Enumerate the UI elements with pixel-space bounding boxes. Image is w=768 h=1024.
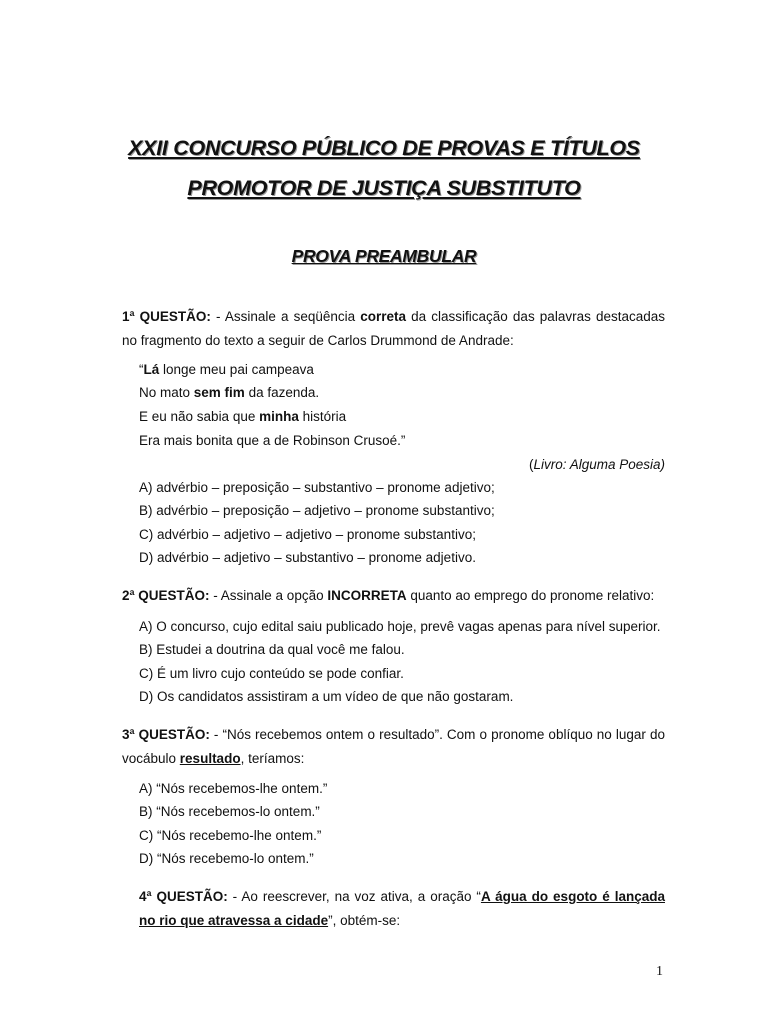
question-2-option-a: A) O concurso, cujo edital saiu publicado hoje, prevê vagas apenas para nível superior. [139, 619, 661, 634]
question-4-sentence: A água do esgoto é lançada no rio que atravessa a cidade [139, 889, 665, 928]
poem-quote-open: “ [139, 362, 144, 377]
question-1-label: 1ª QUESTÃO: [122, 309, 211, 324]
question-2-label: 2ª QUESTÃO: [122, 588, 210, 603]
poem-highlight-2: sem fim [193, 385, 245, 400]
question-1-emphasis: correta [360, 309, 407, 324]
question-2-option-d: D) Os candidatos assistiram a um vídeo de que não gostaram. [139, 689, 514, 704]
title-line-2: PROMOTOR DE JUSTIÇA SUBSTITUTO [187, 176, 581, 200]
poem-line-1 [139, 360, 314, 380]
question-1-option-a: A) advérbio – preposição – substantivo – pronome adjetivo; [139, 480, 495, 495]
question-1-text-a: - Assinale a seqüência [210, 309, 361, 324]
poem-line-4: Era mais bonita que a de Robinson Crusoé.” [139, 433, 406, 448]
question-1-prompt [122, 305, 665, 353]
question-3-option-b: B) “Nós recebemos-lo ontem.” [139, 804, 320, 819]
question-3-option-d: D) “Nós recebemo-lo ontem.” [139, 851, 314, 866]
question-3-label: 3ª QUESTÃO: [122, 727, 210, 742]
poem-source-text: Livro: Alguma Poesia) [533, 457, 665, 472]
page-number: 1 [656, 964, 663, 979]
poem-line-2 [139, 383, 319, 403]
question-2-emphasis: INCORRETA [327, 588, 407, 603]
title-line-1: XXII CONCURSO PÚBLICO DE PROVAS E TÍTULOS [128, 136, 640, 160]
question-4-text-a: - Ao reescrever, na voz ativa, a oração “ [227, 889, 481, 904]
question-1-option-d: D) advérbio – adjetivo – substantivo – pronome adjetivo. [139, 550, 476, 565]
question-4-label: 4ª QUESTÃO: [139, 889, 228, 904]
question-1-option-c: C) advérbio – adjetivo – adjetivo – pronome substantivo; [139, 527, 476, 542]
poem-highlight-1: Lá [143, 362, 160, 377]
question-2-option-b: B) Estudei a doutrina da qual você me falou. [139, 642, 405, 657]
poem-line-3-start: E eu não sabia que [139, 409, 260, 424]
poem-line-3 [139, 407, 346, 427]
question-3-text-b: , teríamos: [240, 751, 305, 766]
question-3-keyword: resultado [179, 751, 241, 766]
question-4-prompt [139, 885, 665, 933]
poem-source-paren: ( [528, 457, 534, 472]
question-2-prompt [122, 584, 665, 608]
poem-highlight-3: minha [259, 409, 299, 424]
poem-line-2-rest: da fazenda. [244, 385, 320, 400]
question-4-text-b: ”, obtém-se: [328, 913, 401, 928]
question-2-text-a: - Assinale a opção [209, 588, 328, 603]
question-3-option-c: C) “Nós recebemo-lhe ontem.” [139, 828, 322, 843]
question-3-option-a: A) “Nós recebemos-lhe ontem.” [139, 781, 328, 796]
poem-line-1-rest: longe meu pai campeava [159, 362, 314, 377]
question-3-prompt [122, 723, 665, 771]
question-2-text-b: quanto ao emprego do pronome relativo: [406, 588, 655, 603]
question-1-option-b: B) advérbio – preposição – adjetivo – pronome substantivo; [139, 503, 495, 518]
question-3-text-a: - “Nós recebemos ontem o resultado”. Com o pronome oblíquo no lugar do vocábulo [122, 727, 665, 766]
exam-subtitle: PROVA PREAMBULAR [291, 246, 477, 266]
poem-source [529, 455, 665, 475]
question-1-text-b: da classificação das palavras destacadas no fragmento do texto a seguir de Carlos Drummond de Andrade: [122, 309, 665, 348]
poem-line-3-rest: história [298, 409, 347, 424]
poem-line-2-start: No mato [139, 385, 194, 400]
question-2-option-c: C) É um livro cujo conteúdo se pode confiar. [139, 666, 404, 681]
